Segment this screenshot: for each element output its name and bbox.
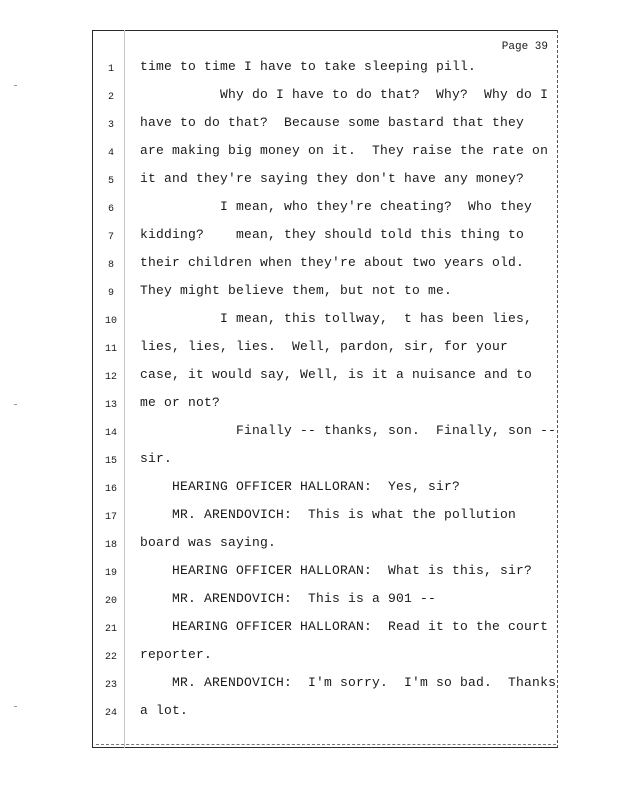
line-text: HEARING OFFICER HALLORAN: What is this, sir? — [140, 563, 533, 578]
line-text: me or not? — [140, 395, 221, 410]
line-number: 23 — [104, 680, 117, 691]
transcript-line — [92, 560, 558, 588]
line-text: MR. ARENDOVICH: I'm sorry. I'm so bad. Thanks — [140, 675, 557, 690]
line-number: 5 — [107, 176, 114, 187]
transcript-line — [92, 196, 558, 224]
transcript-line — [92, 168, 558, 196]
transcript-line — [92, 308, 558, 336]
line-text: have to do that? Because some bastard that they — [140, 115, 525, 130]
line-number: 8 — [107, 260, 114, 271]
line-text: sir. — [140, 451, 173, 466]
transcript-line — [92, 420, 558, 448]
line-number: 17 — [104, 512, 117, 523]
line-number: 12 — [104, 372, 117, 383]
line-text: kidding? mean, they should told this thing to — [140, 227, 525, 242]
transcript-line — [92, 448, 558, 476]
line-text: a lot. — [140, 703, 189, 718]
line-text: Finally -- thanks, son. Finally, son -- — [140, 423, 557, 438]
transcript-line — [92, 336, 558, 364]
line-number: 13 — [104, 400, 117, 411]
line-text: MR. ARENDOVICH: This is a 901 -- — [140, 591, 437, 606]
page-number: Page 39 — [501, 41, 548, 53]
transcript-line — [92, 56, 558, 84]
line-number: 4 — [107, 148, 114, 159]
transcript-line — [92, 364, 558, 392]
line-text: board was saying. — [140, 535, 277, 550]
scan-speck — [14, 706, 17, 707]
line-text: reporter. — [140, 647, 213, 662]
scan-speck — [14, 404, 17, 405]
line-text: Why do I have to do that? Why? Why do I — [140, 87, 549, 102]
line-number: 11 — [104, 344, 117, 355]
line-text: I mean, this tollway, t has been lies, — [140, 311, 533, 326]
transcript-line — [92, 532, 558, 560]
transcript-line — [92, 280, 558, 308]
line-number: 20 — [104, 596, 117, 607]
line-text: it and they're saying they don't have any money? — [140, 171, 525, 186]
transcript-line — [92, 392, 558, 420]
transcript-line — [92, 672, 558, 700]
line-number: 7 — [107, 232, 114, 243]
line-text: are making big money on it. They raise the rate on — [140, 143, 549, 158]
line-number: 3 — [107, 120, 114, 131]
transcript-line — [92, 252, 558, 280]
line-text: lies, lies, lies. Well, pardon, sir, for your — [140, 339, 509, 354]
line-number: 24 — [104, 708, 117, 719]
line-text: their children when they're about two years old. — [140, 255, 525, 270]
line-number: 9 — [107, 288, 114, 299]
transcript-line — [92, 700, 558, 728]
line-number: 19 — [104, 568, 117, 579]
line-text: case, it would say, Well, is it a nuisance and to — [140, 367, 533, 382]
transcript-line — [92, 112, 558, 140]
transcript-line — [92, 224, 558, 252]
transcript-line — [92, 588, 558, 616]
line-number: 15 — [104, 456, 117, 467]
line-number: 10 — [104, 316, 117, 327]
line-text: MR. ARENDOVICH: This is what the pollution — [140, 507, 517, 522]
scan-speck — [14, 85, 17, 86]
line-text: HEARING OFFICER HALLORAN: Yes, sir? — [140, 479, 461, 494]
transcript-line — [92, 616, 558, 644]
line-number: 16 — [104, 484, 117, 495]
transcript-line — [92, 504, 558, 532]
line-number: 21 — [104, 624, 117, 635]
transcript-line — [92, 84, 558, 112]
transcript-line — [92, 644, 558, 672]
line-number: 14 — [104, 428, 117, 439]
line-number: 2 — [107, 92, 114, 103]
line-number: 6 — [107, 204, 114, 215]
line-text: HEARING OFFICER HALLORAN: Read it to the court — [140, 619, 549, 634]
bottom-rule — [96, 744, 556, 745]
line-number: 18 — [104, 540, 117, 551]
line-text: They might believe them, but not to me. — [140, 283, 453, 298]
line-text: I mean, who they're cheating? Who they — [140, 199, 533, 214]
transcript-line — [92, 476, 558, 504]
line-number: 1 — [107, 64, 114, 75]
transcript-line — [92, 140, 558, 168]
line-text: time to time I have to take sleeping pill. — [140, 59, 477, 74]
line-number: 22 — [104, 652, 117, 663]
